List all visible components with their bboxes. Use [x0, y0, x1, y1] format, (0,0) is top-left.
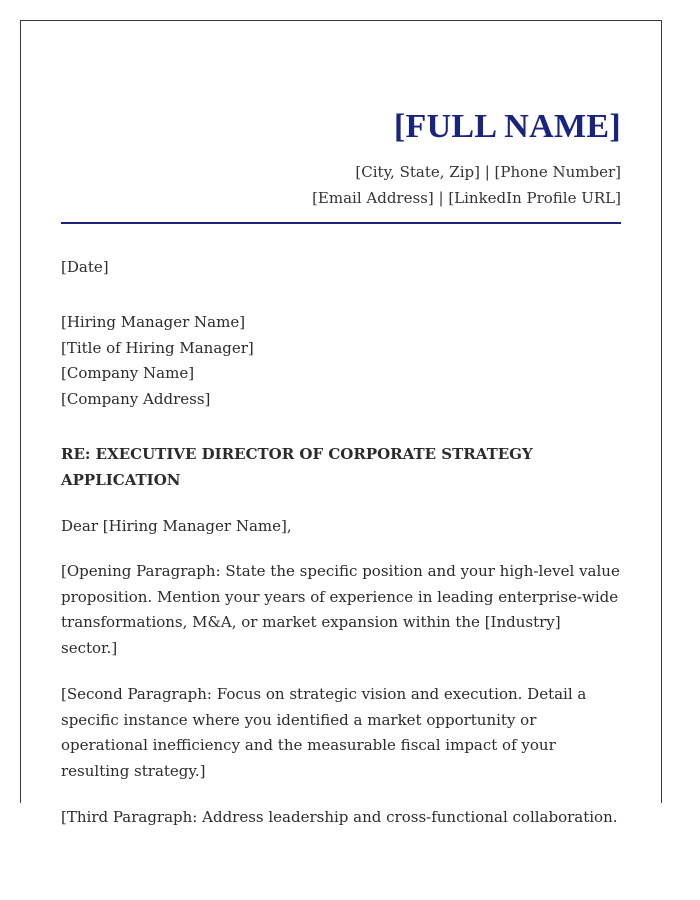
recipient-title: [Title of Hiring Manager] [61, 338, 254, 357]
letter-page [20, 20, 662, 826]
letter-date: [Date] [61, 258, 109, 276]
recipient-block [61, 310, 621, 412]
recipient-company: [Company Name] [61, 364, 195, 382]
recipient-address: [Company Address] [61, 389, 211, 408]
contact-block [61, 159, 621, 211]
contact-line-location-phone: [City, State, Zip] | [Phone Number] [355, 163, 621, 181]
header-divider [61, 222, 621, 224]
full-name-heading: [FULL NAME] [393, 108, 621, 145]
body-paragraph-opening: [Opening Paragraph: State the specific position and your high-level value proposition. Mention your years of experience in leading enterprise-wide transformations, M&A, or market expansion within the [Industry] sector.] [61, 562, 620, 658]
body-paragraph-third: [Third Paragraph: Address leadership and cross-functional collaboration. [61, 807, 618, 826]
salutation: Dear [Hiring Manager Name], [61, 517, 292, 535]
contact-line-email-linkedin: [Email Address] | [LinkedIn Profile URL] [312, 189, 621, 207]
subject-line: RE: EXECUTIVE DIRECTOR OF CORPORATE STRATEGY APPLICATION [61, 445, 533, 489]
recipient-name: [Hiring Manager Name] [61, 313, 246, 331]
letter-content [61, 21, 621, 830]
body-paragraph-second: [Second Paragraph: Focus on strategic vision and execution. Detail a specific instance where you identified a market opportunity or operational inefficiency and the measurable fiscal impact of your resulting strategy.] [61, 684, 587, 780]
